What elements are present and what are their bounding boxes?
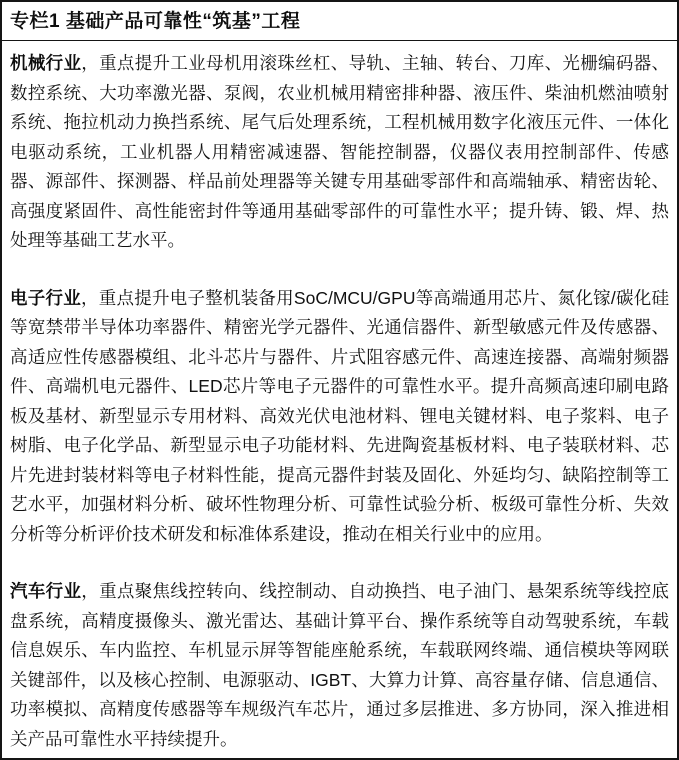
industry-lead-machinery: 机械行业 [10, 53, 82, 73]
panel-title: 专栏1 基础产品可靠性“筑基”工程 [2, 2, 677, 41]
paragraph-electronics-industry [10, 284, 669, 550]
paragraph-text-machinery: ，重点提升工业母机用滚珠丝杠、导轨、主轴、转台、刀库、光栅编码器、数控系统、大功率激光器、泵阀，农业机械用精密排种器、液压件、柴油机燃油喷射系统、拖拉机动力换挡系统、尾气后处理系统，工程机械用数字化液压元件、一体化电驱动系统，工业机器人用精密减速器、智能控制器，仪器仪表用控制部件、传感器、源部件、探测器、样品前处理器等关键专用基础零部件和高端轴承、精密齿轮、高强度紧固件、高性能密封件等通用基础零部件的可靠性水平；提升铸、锻、焊、热处理等基础工艺水平。 [10, 53, 670, 250]
panel-body [2, 41, 677, 760]
paragraph-automotive-industry [10, 577, 669, 754]
paragraph-machinery-industry [10, 49, 669, 256]
industry-lead-electronics: 电子行业 [10, 287, 81, 308]
paragraph-text-electronics: ，重点提升电子整机装备用SoC/MCU/GPU等高端通用芯片、氮化镓/碳化硅等宽禁带半导体功率器件、精密光学元器件、光通信器件、新型敏感元件及传感器、高适应性传感器模组、北斗芯片与器件、片式阻容感元件、高速连接器、高端射频器件、高端机电元器件、LED芯片等电子元器件的可靠性水平。提升高频高速印刷电路板及基材、新型显示专用材料、高效光伏电池材料、锂电关键材料、电子浆料、电子树脂、电子化学品、新型显示电子功能材料、先进陶瓷基板材料、电子装联材料、芯片先进封装材料等电子材料性能，提高元器件封装及固化、外延均匀、缺陷控制等工艺水平，加强材料分析、破坏性物理分析、可靠性试验分析、板级可靠性分析、失效分析等分析评价技术研发和标准体系建设，推动在相关行业中的应用。 [10, 287, 670, 544]
industry-lead-automotive: 汽车行业 [10, 581, 82, 601]
paragraph-text-automotive: ，重点聚焦线控转向、线控制动、自动换挡、电子油门、悬架系统等线控底盘系统，高精度摄像头、激光雷达、基础计算平台、操作系统等自动驾驶系统，车载信息娱乐、车内监控、车机显示屏等智能座舱系统，车载联网终端、通信模块等网联关键部件，以及核心控制、电源驱动、IGBT、大算力计算、高容量存储、信息通信、功率模拟、高精度传感器等车规级汽车芯片，通过多层推进、多方协同，深入推进相关产品可靠性水平持续提升。 [10, 581, 670, 749]
